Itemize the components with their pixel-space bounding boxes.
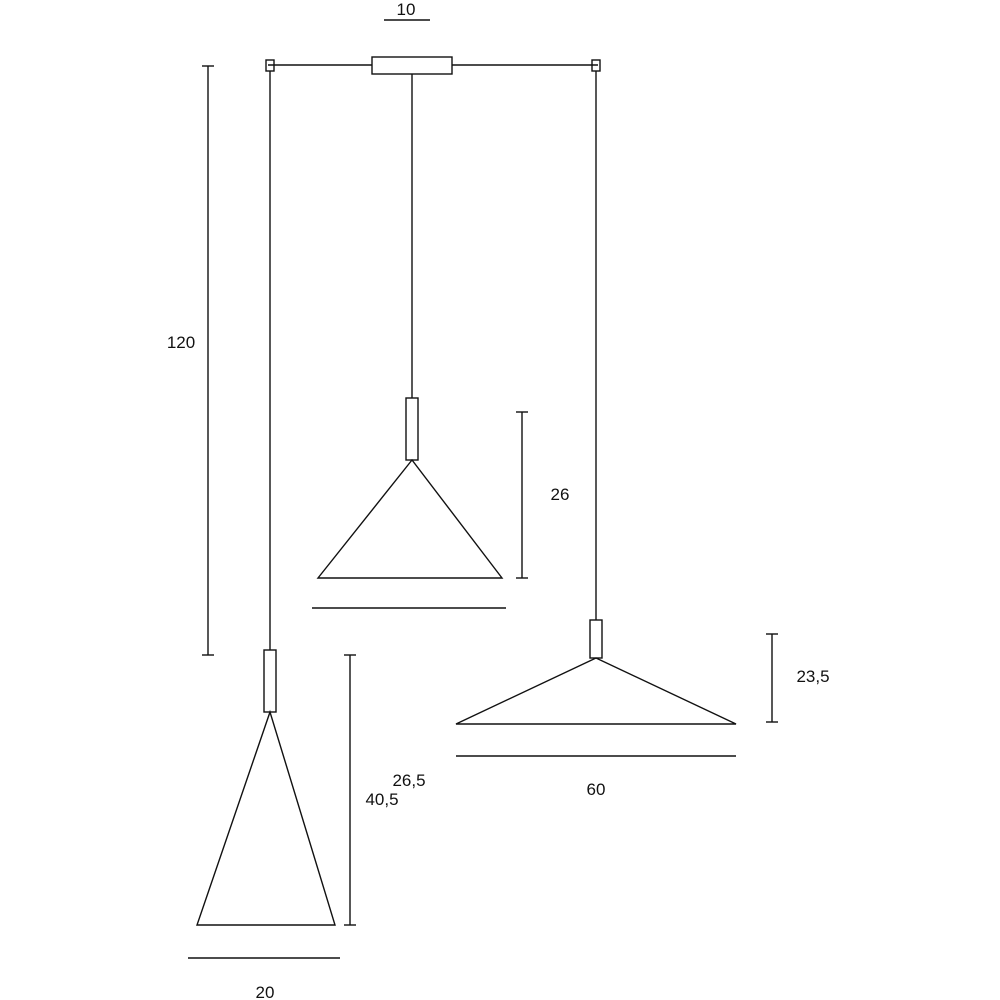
canopy-box [372,57,452,74]
ceiling-canopy-group [266,57,600,74]
cone-shade-left [197,712,335,925]
stem-right [590,620,602,658]
dim-label-shade-right-height: 23,5 [796,667,830,686]
cone-shade-right [456,658,736,724]
dim-shade-right-height [766,634,778,722]
cone-shade-middle [318,460,502,578]
stem-middle [406,398,418,460]
dim-label-canopy-width: 10 [396,0,416,19]
dim-label-shade-left-height: 40,5 [365,790,399,809]
pendant-middle [318,74,502,578]
pendant-left [197,71,335,925]
pendant-right [456,71,736,724]
dim-label-shade-mid-height: 26 [550,485,570,504]
dim-total-drop [202,66,214,655]
stem-left [264,650,276,712]
dim-label-shade-mid-width: 26,5 [392,771,426,790]
dim-shade-left-height [344,655,356,925]
dim-shade-mid-height [516,412,528,578]
dim-label-shade-right-width: 60 [586,780,606,799]
dim-label-total-drop: 120 [166,333,196,352]
dim-label-shade-left-width: 20 [255,983,275,1000]
